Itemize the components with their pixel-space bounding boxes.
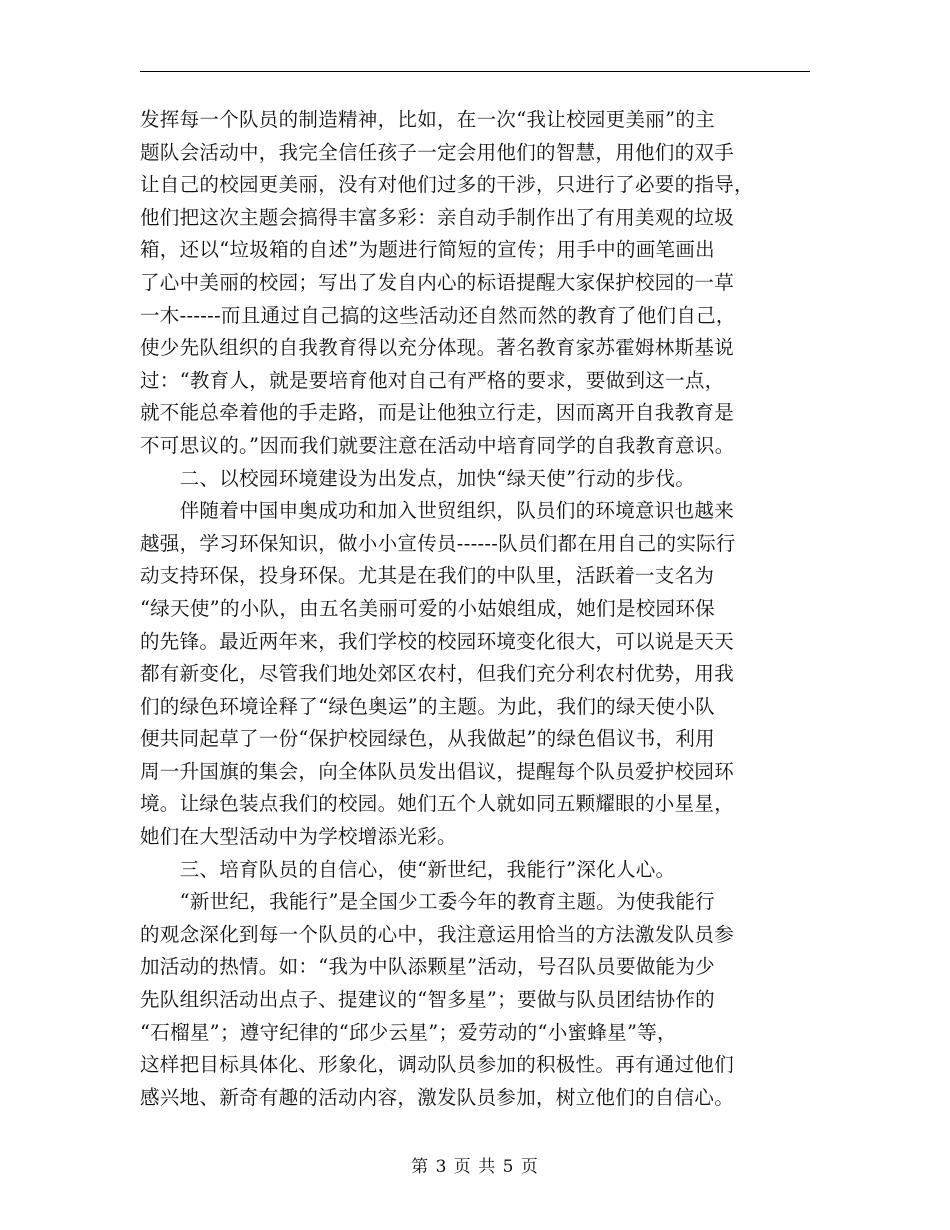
text-line: 她们在大型活动中为学校增添光彩。	[140, 825, 457, 849]
document-body	[140, 104, 812, 1114]
text-line: 周一升国旗的集会，向全体队员发出倡议，提醒每个队员爱护校园环	[140, 759, 735, 783]
text-line: 了心中美丽的校园；写出了发自内心的标语提醒大家保护校园的一草	[140, 270, 735, 294]
text-line: 就不能总牵着他的手走路，而是让他独立行走，因而离开自我教育是	[140, 401, 735, 425]
text-line: 越强，学习环保知识，做小小宣传员------队员们都在用自己的实际行	[140, 531, 736, 555]
text-line: 他们把这次主题会搞得丰富多彩：亲自动手制作出了有用美观的垃圾	[140, 205, 735, 229]
text-line: 不可思议的。”因而我们就要注意在活动中培育同学的自我教育意识。	[140, 433, 735, 457]
text-line: 感兴地、新奇有趣的活动内容，激发队员参加，树立他们的自信心。	[140, 1085, 735, 1109]
text-line: 们的绿色环境诠释了“绿色奥运”的主题。为此，我们的绿天使小队	[140, 694, 715, 718]
text-line: 都有新变化，尽管我们地处郊区农村，但我们充分利农村优势，用我	[140, 662, 735, 686]
text-line: 一木------而且通过自己搞的这些活动还自然而然的教育了他们自己，	[140, 303, 736, 327]
text-line: 伴随着中国申奥成功和加入世贸组织，队员们的环境意识也越来	[140, 499, 735, 523]
header-rule	[140, 71, 810, 72]
text-line: 使少先队组织的自我教育得以充分体现。著名教育家苏霍姆林斯基说	[140, 336, 735, 360]
text-line: 便共同起草了一份“保护校园绿色，从我做起”的绿色倡议书，利用	[140, 727, 715, 751]
text-line: 先队组织活动出点子、提建议的“智多星”；要做与队员团结协作的	[140, 988, 715, 1012]
text-line: 让自己的校园更美丽，没有对他们过多的干涉，只进行了必要的指导，	[140, 173, 754, 197]
text-line: 境。让绿色装点我们的校园。她们五个人就如同五颗耀眼的小星星，	[140, 792, 735, 816]
text-line: 发挥每一个队员的制造精神，比如，在一次“我让校园更美丽”的主	[140, 108, 715, 131]
text-line: 这样把目标具体化、形象化，调动队员参加的积极性。再有通过他们	[140, 1053, 735, 1077]
text-line: 箱，还以“垃圾箱的自述”为题进行简短的宣传；用手中的画笔画出	[140, 238, 715, 262]
text-line: “绿天使”的小队，由五名美丽可爱的小姑娘组成，她们是校园环保	[140, 596, 715, 620]
text-line: “石榴星”；遵守纪律的“邱少云星”；爱劳动的“小蜜蜂星”等，	[140, 1020, 677, 1044]
section-heading: 三、培育队员的自信心，使“新世纪，我能行”深化人心。	[140, 857, 676, 881]
text-line: 动支持环保，投身环保。尤其是在我们的中队里，活跃着一支名为	[140, 564, 715, 588]
section-heading: 二、以校园环境建设为出发点，加快“绿天使”行动的步伐。	[140, 466, 696, 490]
text-line: “新世纪，我能行”是全国少工委今年的教育主题。为使我能行	[140, 890, 715, 914]
text-line: 加活动的热情。如：“我为中队添颗星”活动，号召队员要做能为少	[140, 955, 715, 979]
text-line: 的先锋。最近两年来，我们学校的校园环境变化很大，可以说是天天	[140, 629, 735, 653]
text-line: 题队会活动中，我完全信任孩子一定会用他们的智慧，用他们的双手	[140, 140, 735, 164]
text-line: 的观念深化到每一个队员的心中，我注意运用恰当的方法激发队员参	[140, 922, 735, 946]
text-line: 过：“教育人，就是要培育他对自己有严格的要求，要做到这一点，	[140, 368, 725, 392]
page-number-footer: 第 3 页 共 5 页	[411, 1157, 539, 1177]
